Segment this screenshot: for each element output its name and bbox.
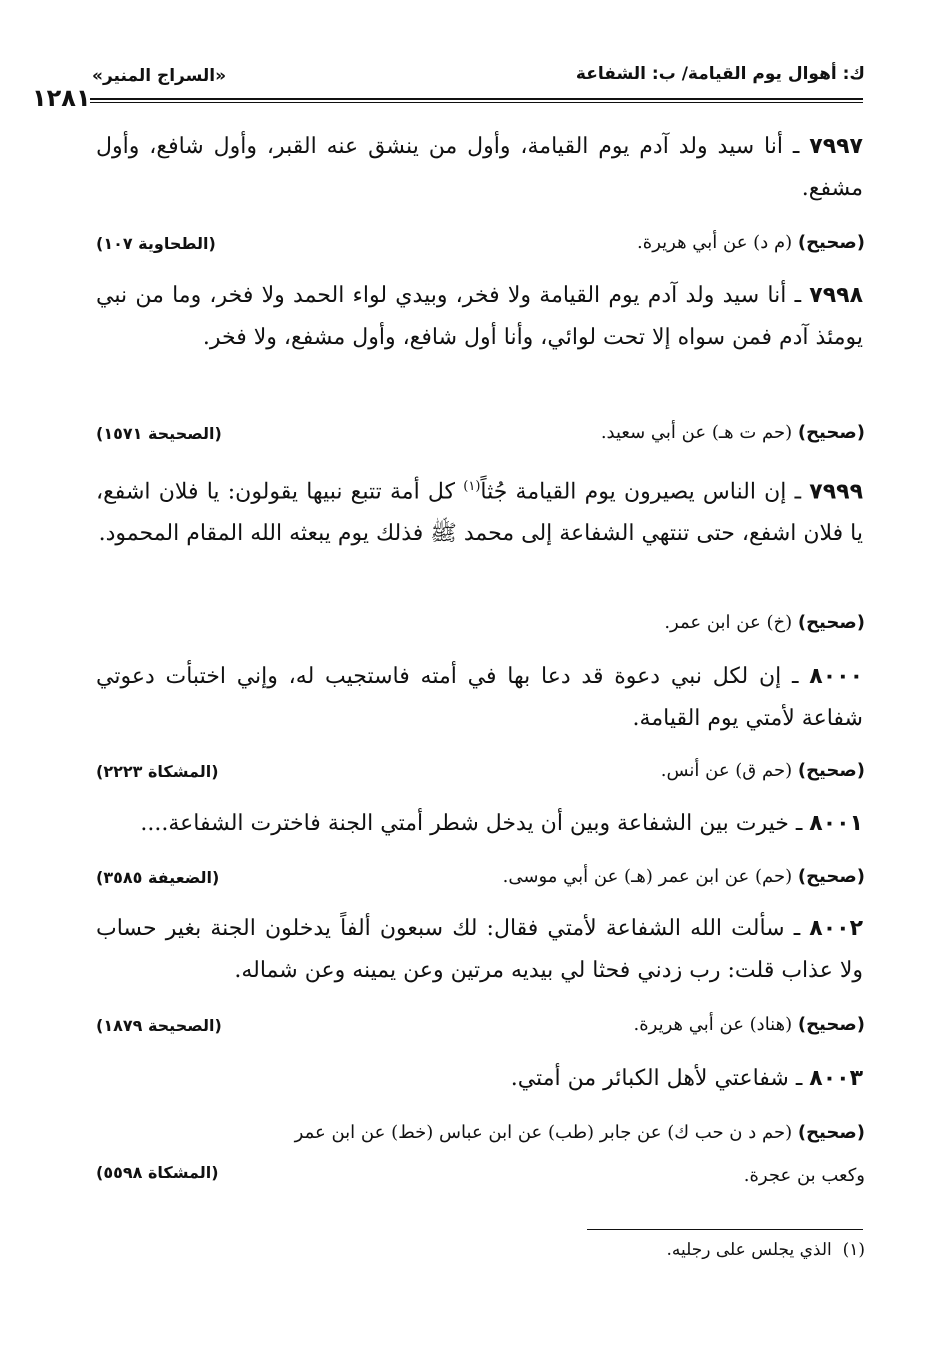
source-reference: (الصحيحة ١٨٧٩) — [96, 1016, 222, 1035]
narrators: (حم ت هـ) عن أبي سعيد. — [600, 422, 793, 443]
grade-label: (صحيح) — [797, 1122, 865, 1143]
hadith-grade-line — [664, 612, 865, 633]
hadith-entry-8001: ٨٠٠١ ـ خيرت بين الشفاعة وبين أن يدخل شطر أمتي الجنة فاخترت الشفاعة.... — [140, 811, 863, 836]
page-number: ١٢٨١ — [32, 84, 91, 112]
hadith-number: ٨٠٠١ — [809, 811, 863, 836]
narrators: (حم د ن حب ك) عن جابر (طب) عن ابن عباس (خط) عن ابن عمر — [294, 1122, 793, 1143]
hadith-entry-8002: ٨٠٠٢ ـ سألت الله الشفاعة لأمتي فقال: لك سبعون ألفاً يدخلون الجنة بغير حساب ولا عذاب قلت: رب زدني فحثا لي بيديه مرتين وعن يمينه وعن شماله. — [96, 916, 863, 983]
footnote-marker: (١) — [842, 1240, 865, 1260]
narrators: (حم) عن ابن عمر (هـ) عن أبي موسى. — [502, 866, 793, 887]
source-reference: (الضعيفة ٣٥٨٥) — [96, 868, 220, 887]
source-reference: (الطحاوية ١٠٧) — [96, 234, 216, 253]
narrators: (حم ق) عن أنس. — [660, 760, 793, 781]
hadith-grade-line — [634, 1014, 865, 1035]
hadith-text: خيرت بين الشفاعة وبين أن يدخل شطر أمتي الجنة فاخترت الشفاعة.... — [140, 811, 789, 836]
hadith-number: ٧٩٩٨ — [809, 283, 864, 308]
hadith-grade-line — [661, 760, 865, 781]
grade-label: (صحيح) — [797, 866, 865, 887]
hadith-grade-line — [295, 1122, 865, 1143]
hadith-text-before: إن الناس يصيرون يوم القيامة جُثاً — [480, 479, 787, 505]
chapter-heading: ك: أهوال يوم القيامة/ ب: الشفاعة — [575, 64, 865, 84]
grade-label: (صحيح) — [797, 1014, 865, 1035]
hadith-text: إن لكل نبي دعوة قد دعا بها في أمته فاستجيب له، وإني اختبأت دعوتي شفاعة لأمتي يوم القيامة. — [96, 664, 863, 731]
source-reference: (المشكاة ٥٥٩٨) — [96, 1163, 219, 1182]
hadith-number: ٨٠٠٣ — [809, 1066, 863, 1091]
grade-label: (صحيح) — [797, 422, 865, 443]
source-reference: (المشكاة ٢٢٢٣) — [96, 762, 219, 781]
hadith-text: أنا سيد ولد آدم يوم القيامة، وأول من ينشق عنه القبر، وأول شافع، وأول مشفع. — [96, 134, 863, 201]
hadith-entry-8003: ٨٠٠٣ ـ شفاعتي لأهل الكبائر من أمتي. — [510, 1066, 863, 1091]
hadith-entry-7997: ٧٩٩٧ ـ أنا سيد ولد آدم يوم القيامة، وأول من ينشق عنه القبر، وأول شافع، وأول مشفع. — [96, 134, 863, 201]
narrators-continued: وكعب بن عجرة. — [743, 1165, 865, 1186]
hadith-text-after: كل أمة تتبع نبيها يقولون: يا فلان اشفع، يا فلان اشفع، حتى تنتهي الشفاعة إلى محمد ﷺ فذلك يوم يبعثه الله المقام المحمود. — [96, 479, 863, 547]
hadith-number: ٨٠٠٠ — [809, 664, 863, 689]
hadith-text: أنا سيد ولد آدم يوم القيامة ولا فخر، وبيدي لواء الحمد ولا فخر، وما من نبي يومئذ آدم فمن سواه إلا تحت لوائي، وأنا أول شافع، وأول مشفع، ولا فخر. — [96, 283, 863, 350]
hadith-grade-line — [601, 422, 865, 443]
hadith-number: ٧٩٩٧ — [809, 134, 863, 159]
narrators: (م د) عن أبي هريرة. — [637, 232, 793, 253]
running-title: «السراج المنير» — [92, 66, 227, 86]
source-reference: (الصحيحة ١٥٧١) — [96, 424, 222, 443]
hadith-text: شفاعتي لأهل الكبائر من أمتي. — [510, 1066, 789, 1091]
hadith-number: ٧٩٩٩ — [809, 479, 863, 505]
hadith-entry-8000: ٨٠٠٠ ـ إن لكل نبي دعوة قد دعا بها في أمته فاستجيب له، وإني اختبأت دعوتي شفاعة لأمتي يوم القيامة. — [96, 664, 863, 731]
grade-label: (صحيح) — [797, 760, 865, 781]
narrators: (خ) عن ابن عمر. — [664, 612, 793, 633]
hadith-grade-line — [503, 866, 865, 887]
hadith-entry-7999: ٧٩٩٩ ـ إن الناس يصيرون يوم القيامة جُثاً$^{(١)}$ كل أمة تتبع نبيها يقولون: يا فلان اشفع، يا فلان اشفع، حتى تنتهي الشفاعة إلى محمد ﷺ فذلك يوم يبعثه الله المقام المحمود. — [96, 479, 863, 547]
hadith-grade-line — [637, 232, 865, 253]
footnote — [666, 1240, 865, 1260]
header-rule — [90, 98, 863, 103]
footnote-ref[interactable]: (١) — [463, 479, 481, 494]
footnote-rule — [587, 1229, 863, 1230]
hadith-entry-7998: ٧٩٩٨ ـ أنا سيد ولد آدم يوم القيامة ولا فخر، وبيدي لواء الحمد ولا فخر، وما من نبي يومئذ آدم فمن سواه إلا تحت لوائي، وأنا أول شافع، وأول مشفع، ولا فخر. — [96, 283, 864, 350]
narrators: (هناد) عن أبي هريرة. — [633, 1014, 793, 1035]
hadith-text: سألت الله الشفاعة لأمتي فقال: لك سبعون ألفاً يدخلون الجنة بغير حساب ولا عذاب قلت: رب زدني فحثا لي بيديه مرتين وعن يمينه وعن شماله. — [96, 916, 863, 983]
grade-label: (صحيح) — [797, 232, 865, 253]
hadith-number: ٨٠٠٢ — [809, 916, 863, 941]
grade-label: (صحيح) — [797, 612, 865, 633]
footnote-text: الذي يجلس على رجليه. — [666, 1240, 832, 1260]
